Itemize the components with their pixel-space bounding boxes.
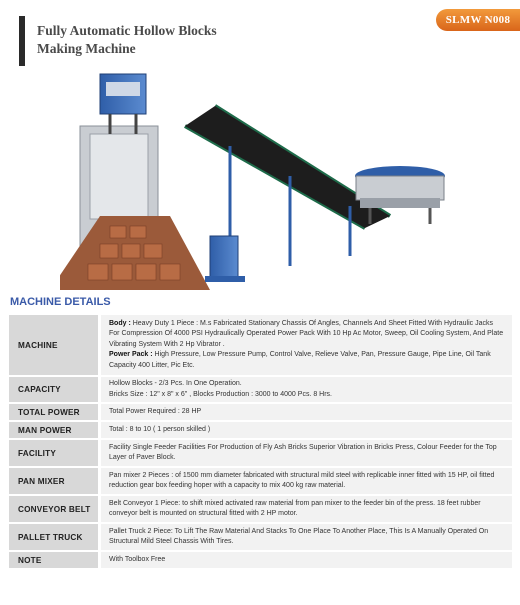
spec-value-text: Facility Single Feeder Facilities For Production of Fly Ash Bricks Superior Vibration in Bricks Press, Colour Feeder for the Top Layer of Paver Block. — [109, 443, 497, 461]
spec-value — [101, 377, 512, 402]
spec-value-text: Hollow Blocks - 2/3 Pcs. In One Operation. — [109, 380, 242, 387]
spec-key: CAPACITY — [9, 377, 98, 402]
title-line-2: Making Machine — [37, 41, 136, 56]
spec-row — [9, 552, 512, 568]
spec-value-heading: Power Pack : — [109, 351, 155, 359]
spec-value-line — [109, 499, 504, 520]
spec-value-line — [109, 407, 504, 418]
model-badge: SLMW N008 — [436, 9, 520, 31]
spec-row — [9, 524, 512, 550]
spec-key: MACHINE — [9, 315, 98, 375]
spec-value — [101, 468, 512, 494]
spec-value — [101, 496, 512, 522]
page-title — [37, 22, 217, 58]
spec-value-line — [109, 425, 504, 436]
title-line-1: Fully Automatic Hollow Blocks — [37, 23, 217, 38]
spec-value-text: High Pressure, Low Pressure Pump, Control Valve, Relieve Valve, Pan, Pressure Gauge, Pipe Line, Oil Tank Capacity 400 Litter, Pic Etc. — [109, 351, 491, 369]
spec-value-text: Belt Conveyor 1 Piece: to shift mixed activated raw material from pan mixer to the feeder bin of the press. 18 feet rubber conveyor belt is mounted on structural fitted with 2 HP motor. — [109, 499, 481, 517]
spec-value-text: Bricks Size : 12" x 8" x 6" , Blocks Production : 3000 to 4000 Pcs. 8 Hrs. — [109, 390, 332, 398]
spec-row — [9, 422, 512, 438]
spec-value — [101, 422, 512, 438]
spec-value-heading: Body : — [109, 319, 133, 327]
spec-row — [9, 496, 512, 522]
spec-key: TOTAL POWER — [9, 404, 98, 420]
spec-value-text: Total : 8 to 10 ( 1 person skilled ) — [109, 425, 211, 433]
spec-value-text: With Toolbox Free — [109, 555, 166, 563]
spec-value-line — [109, 379, 504, 390]
spec-table — [9, 313, 512, 570]
spec-value-line — [109, 527, 504, 548]
spec-value-text: Total Power Required : 28 HP — [109, 407, 202, 415]
spec-key: CONVEYOR BELT — [9, 496, 98, 522]
spec-row — [9, 404, 512, 420]
spec-value-text: Pallet Truck 2 Piece: To Lift The Raw Material And Stacks To One Place To Another Place, This Is A Manually Operated On Structural Mild Steel Chassis With Tires. — [109, 527, 489, 545]
spec-value — [101, 404, 512, 420]
spec-key: MAN POWER — [9, 422, 98, 438]
spec-value-text: Heavy Duty 1 Piece : M.s Fabricated Stationary Chassis Of Angles, Channels And Sheet Fitted With Hydraulic Jacks For Compression Of 4000 PSI Hydraulically Operated Power Pack With 10 Hp Ac Motor, Sweep, Oil Cooling System, And Plate Vibrating System With 2 Hp Vibrator . — [109, 319, 504, 348]
spec-row — [9, 377, 512, 402]
spec-value — [101, 440, 512, 466]
spec-row — [9, 440, 512, 466]
spec-key: FACILITY — [9, 440, 98, 466]
title-accent-bar — [19, 16, 25, 66]
spec-value-text: Pan mixer 2 Pieces : of 1500 mm diameter fabricated with structural mild steel with replicable inner fitted with 15 HP, oil fitted reduction gear box feeding hoper with a capacity to mix 400 kg raw material. — [109, 471, 495, 489]
spec-key: PAN MIXER — [9, 468, 98, 494]
spec-key: PALLET TRUCK — [9, 524, 98, 550]
spec-value-line — [109, 443, 504, 464]
spec-row — [9, 315, 512, 375]
spec-value-line — [109, 390, 504, 401]
spec-value — [101, 315, 512, 375]
section-title: MACHINE DETAILS — [10, 296, 111, 308]
spec-key: NOTE — [9, 552, 98, 568]
spec-value — [101, 524, 512, 550]
machine-illustration — [60, 66, 520, 290]
spec-value-line — [109, 350, 504, 371]
spec-value-line — [109, 471, 504, 492]
spec-value-line — [109, 319, 504, 351]
spec-row — [9, 468, 512, 494]
spec-value-line — [109, 555, 504, 566]
spec-value — [101, 552, 512, 568]
